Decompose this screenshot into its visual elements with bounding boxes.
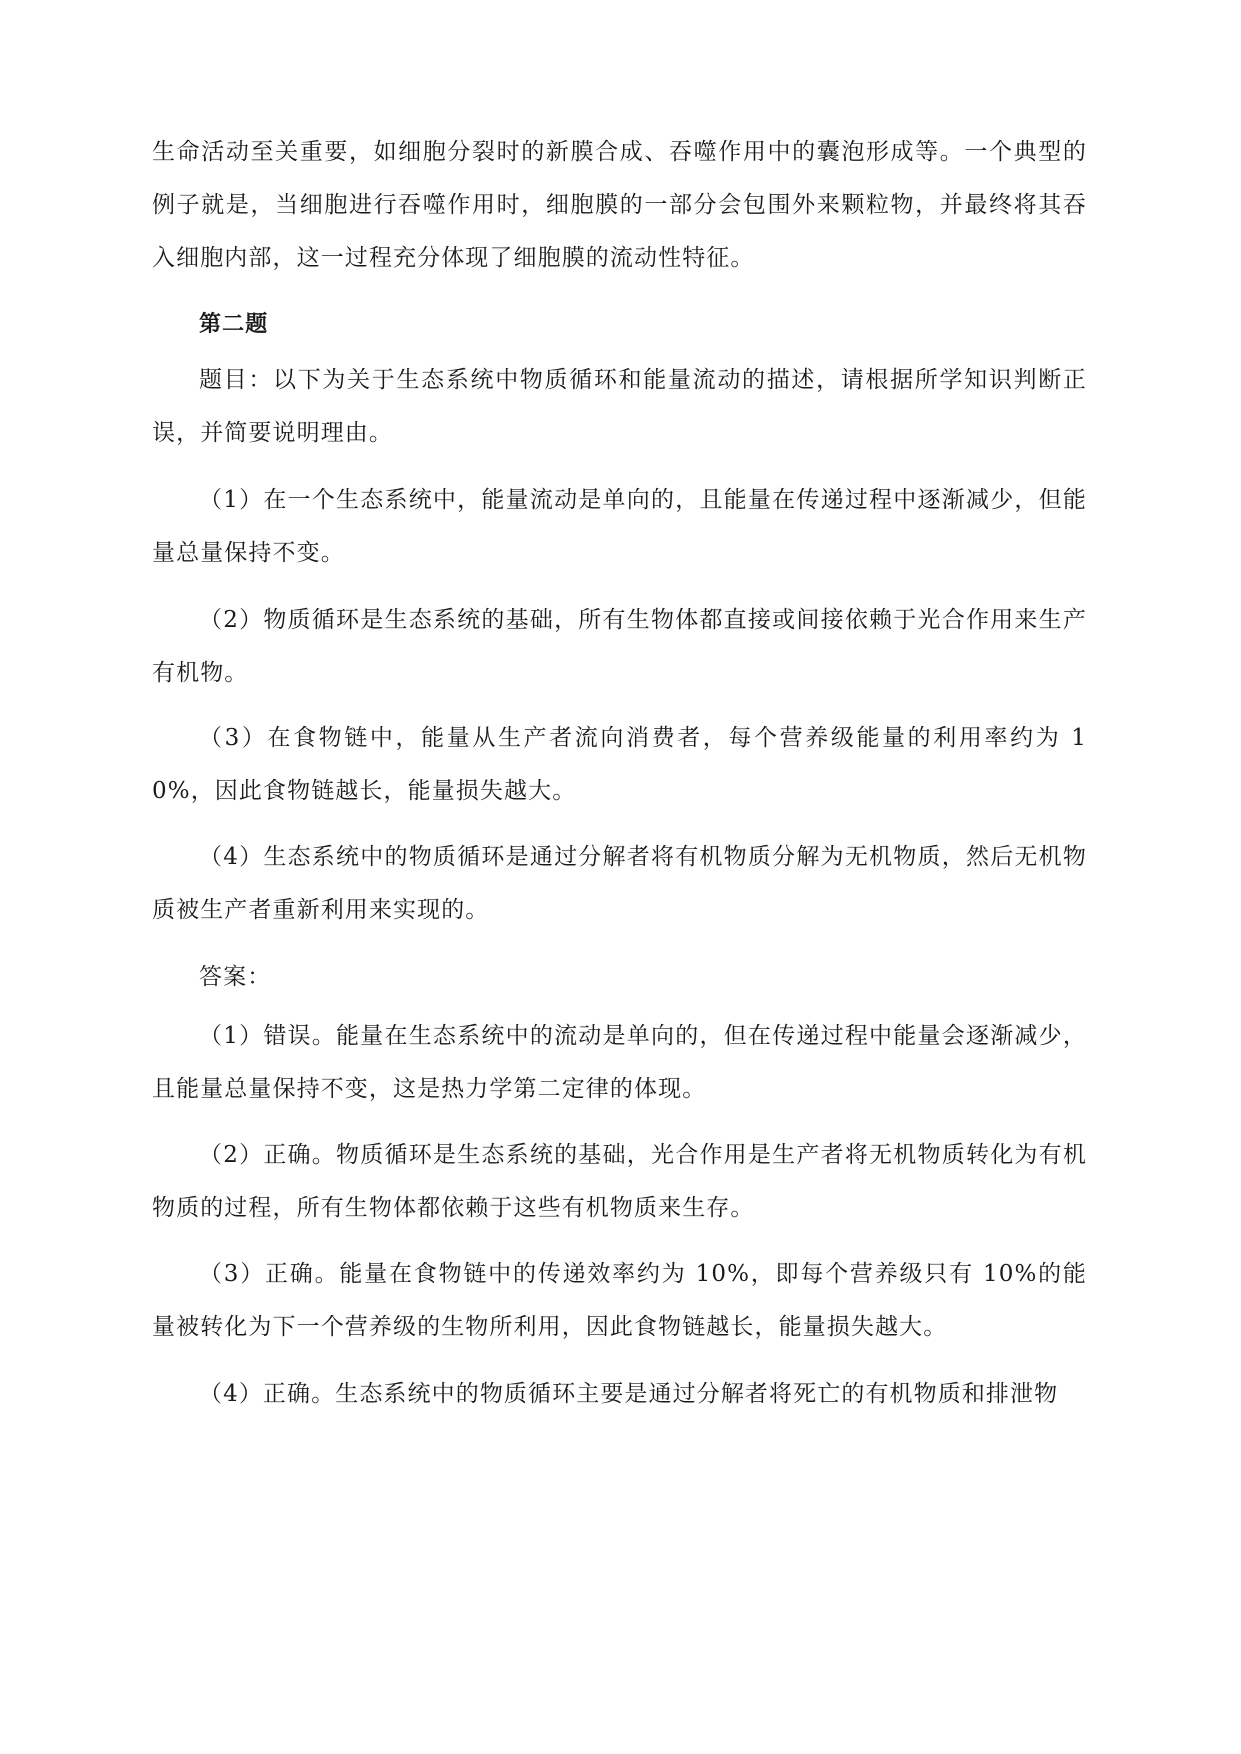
answer-4: （4）正确。生态系统中的物质循环主要是通过分解者将死亡的有机物质和排泄物 [199, 1381, 1059, 1407]
statement-3: （3）在食物链中，能量从生产者流向消费者，每个营养级能量的利用率约为 10%，因此食物链越长，能量损失越大。 [152, 725, 1087, 804]
answer-2: （2）正确。物质循环是生态系统的基础，光合作用是生产者将无机物质转化为有机物质的过程，所有生物体都依赖于这些有机物质来生存。 [152, 1142, 1087, 1221]
statement-4: （4）生态系统中的物质循环是通过分解者将有机物质分解为无机物质，然后无机物质被生产者重新利用来实现的。 [152, 844, 1087, 923]
answer-1: （1）错误。能量在生态系统中的流动是单向的，但在传递过程中能量会逐渐减少，且能量总量保持不变，这是热力学第二定律的体现。 [152, 1023, 1087, 1102]
answer-3: （3）正确。能量在食物链中的传递效率约为 10%，即每个营养级只有 10%的能量被转化为下一个营养级的生物所利用，因此食物链越长，能量损失越大。 [152, 1261, 1087, 1340]
section-heading: 第二题 [199, 312, 269, 337]
statement-1: （1）在一个生态系统中，能量流动是单向的，且能量在传递过程中逐渐减少，但能量总量保持不变。 [152, 487, 1087, 566]
statement-2: （2）物质循环是生态系统的基础，所有生物体都直接或间接依赖于光合作用来生产有机物。 [152, 607, 1087, 686]
answer-label: 答案： [199, 964, 272, 990]
intro-paragraph: 生命活动至关重要，如细胞分裂时的新膜合成、吞噬作用中的囊泡形成等。一个典型的例子就是，当细胞进行吞噬作用时，细胞膜的一部分会包围外来颗粒物，并最终将其吞入细胞内部，这一过程充分体现了细胞膜的流动性特征。 [152, 139, 1087, 271]
question-stem: 题目：以下为关于生态系统中物质循环和能量流动的描述，请根据所学知识判断正误，并简要说明理由。 [152, 367, 1087, 446]
